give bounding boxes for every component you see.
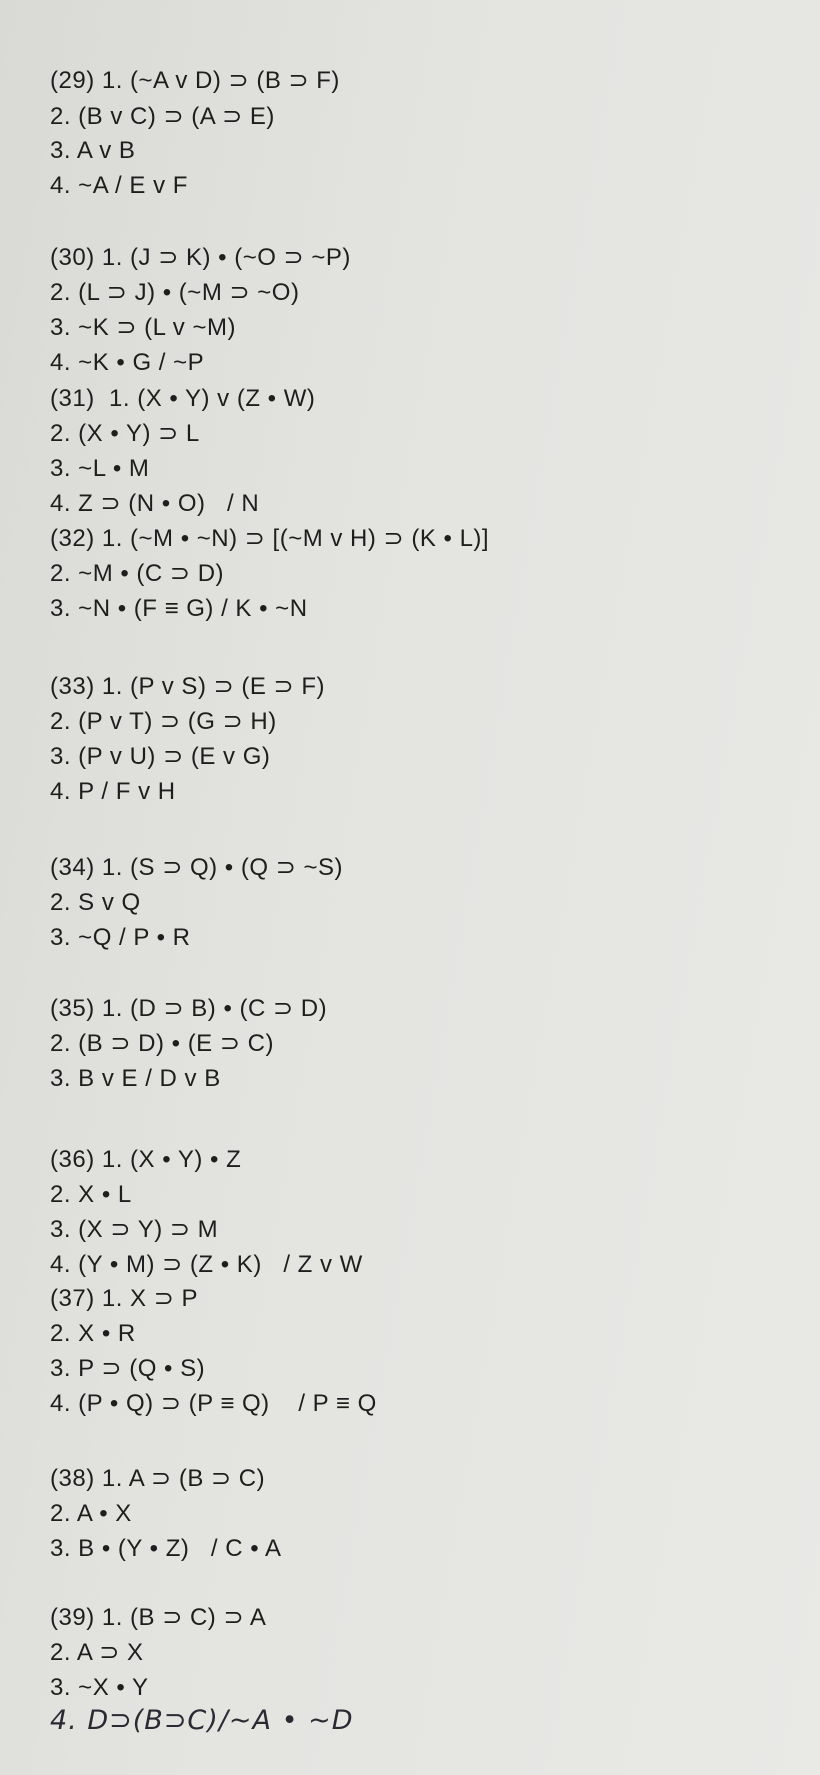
line-31-1: (31) 1. (X • Y) v (Z • W): [50, 385, 316, 412]
line-36-2: 2. X • L: [50, 1181, 132, 1208]
line-33-3: 3. (P v U) ⊃ (E v G): [50, 743, 271, 770]
line-34-2: 2. S v Q: [50, 889, 141, 916]
line-32-2: 2. ~M • (C ⊃ D): [50, 560, 225, 587]
line-37-2: 2. X • R: [50, 1320, 136, 1347]
line-29-1: (29) 1. (~A v D) ⊃ (B ⊃ F): [50, 67, 340, 94]
line-29-2: 2. (B v C) ⊃ (A ⊃ E): [50, 103, 275, 130]
line-33-1: (33) 1. (P v S) ⊃ (E ⊃ F): [50, 673, 325, 700]
line-30-4: 4. ~K • G / ~P: [50, 349, 205, 376]
line-39-3: 3. ~X • Y: [50, 1674, 149, 1701]
line-31-4: 4. Z ⊃ (N • O) / N: [50, 490, 260, 517]
line-37-4: 4. (P • Q) ⊃ (P ≡ Q) / P ≡ Q: [50, 1390, 377, 1417]
line-31-3: 3. ~L • M: [50, 455, 150, 482]
line-32-1: (32) 1. (~M • ~N) ⊃ [(~M v H) ⊃ (K • L)]: [50, 525, 490, 552]
line-32-3: 3. ~N • (F ≡ G) / K • ~N: [50, 595, 308, 622]
line-29-4: 4. ~A / E v F: [50, 172, 188, 199]
line-38-1: (38) 1. A ⊃ (B ⊃ C): [50, 1465, 266, 1492]
line-35-2: 2. (B ⊃ D) • (E ⊃ C): [50, 1030, 274, 1057]
line-34-3: 3. ~Q / P • R: [50, 924, 191, 951]
line-35-1: (35) 1. (D ⊃ B) • (C ⊃ D): [50, 995, 328, 1022]
line-31-2: 2. (X • Y) ⊃ L: [50, 420, 200, 447]
line-38-2: 2. A • X: [50, 1500, 132, 1527]
line-34-1: (34) 1. (S ⊃ Q) • (Q ⊃ ~S): [50, 854, 343, 881]
line-30-2: 2. (L ⊃ J) • (~M ⊃ ~O): [50, 279, 300, 306]
line-39-2: 2. A ⊃ X: [50, 1639, 144, 1666]
line-37-3: 3. P ⊃ (Q • S): [50, 1355, 206, 1382]
line-29-3: 3. A v B: [50, 137, 136, 164]
line-35-3: 3. B v E / D v B: [50, 1065, 221, 1092]
line-38-3: 3. B • (Y • Z) / C • A: [50, 1535, 282, 1562]
line-30-3: 3. ~K ⊃ (L v ~M): [50, 314, 236, 341]
line-33-4: 4. P / F v H: [50, 778, 176, 805]
line-33-2: 2. (P v T) ⊃ (G ⊃ H): [50, 708, 277, 735]
handwritten-line-39-4: 4. D⊃(B⊃C)/~A • ~D: [50, 1705, 354, 1736]
line-30-1: (30) 1. (J ⊃ K) • (~O ⊃ ~P): [50, 244, 351, 271]
line-39-1: (39) 1. (B ⊃ C) ⊃ A: [50, 1604, 267, 1631]
line-36-4: 4. (Y • M) ⊃ (Z • K) / Z v W: [50, 1251, 363, 1278]
line-36-1: (36) 1. (X • Y) • Z: [50, 1146, 242, 1173]
line-37-1: (37) 1. X ⊃ P: [50, 1285, 198, 1312]
line-36-3: 3. (X ⊃ Y) ⊃ M: [50, 1216, 219, 1243]
